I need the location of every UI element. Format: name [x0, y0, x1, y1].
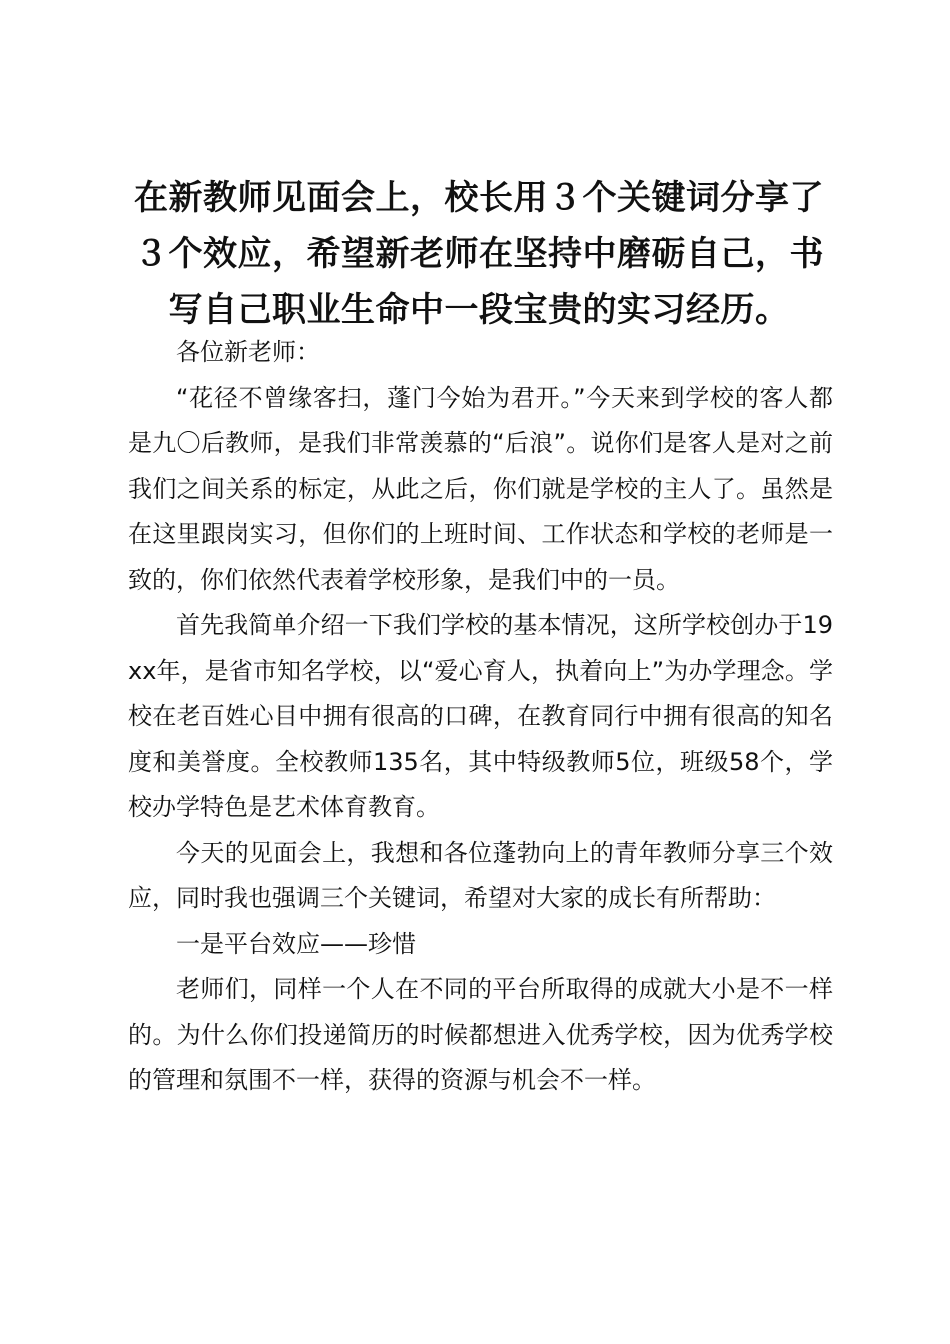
paragraph-intro: “花径不曾缘客扫，蓬门今始为君开。”今天来到学校的客人都是九〇后教师，是我们非常羡慕的“后浪”。说你们是客人是对之前我们之间关系的标定，从此之后，你们就是学校的主人了。虽然是在这里跟岗实习，但你们的上班时间、工作状态和学校的老师是一致的，你们依然代表着学校形象，是我们中的一员。 [128, 383, 833, 594]
paragraph-school-overview: 首先我简单介绍一下我们学校的基本情况，这所学校创办于19xx年，是省市知名学校，以“爱心育人，执着向上”为办学理念。学校在老百姓心目中拥有很高的口碑，在教育同行中拥有很高的知名度和美誉度。全校教师135名，其中特级教师5位，班级58个，学校办学特色是艺术体育教育。 [128, 611, 833, 821]
paragraph-platform-effect: 老师们，同样一个人在不同的平台所取得的成就大小是不一样的。为什么你们投递简历的时候都想进入优秀学校，因为优秀学校的管理和氛围不一样，获得的资源与机会不一样。 [128, 975, 833, 1094]
document-body [128, 330, 833, 1104]
paragraph-three-effects: 今天的见面会上，我想和各位蓬勃向上的青年教师分享三个效应，同时我也强调三个关键词，希望对大家的成长有所帮助： [128, 838, 833, 912]
salutation: 各位新老师： [176, 338, 320, 366]
document-title: 在新教师见面会上，校长用３个关键词分享了３个效应，希望新老师在坚持中磨砺自己，书写自己职业生命中一段宝贵的实习经历。 [134, 178, 824, 330]
section-heading-platform-effect: 一是平台效应——珍惜 [176, 929, 416, 958]
